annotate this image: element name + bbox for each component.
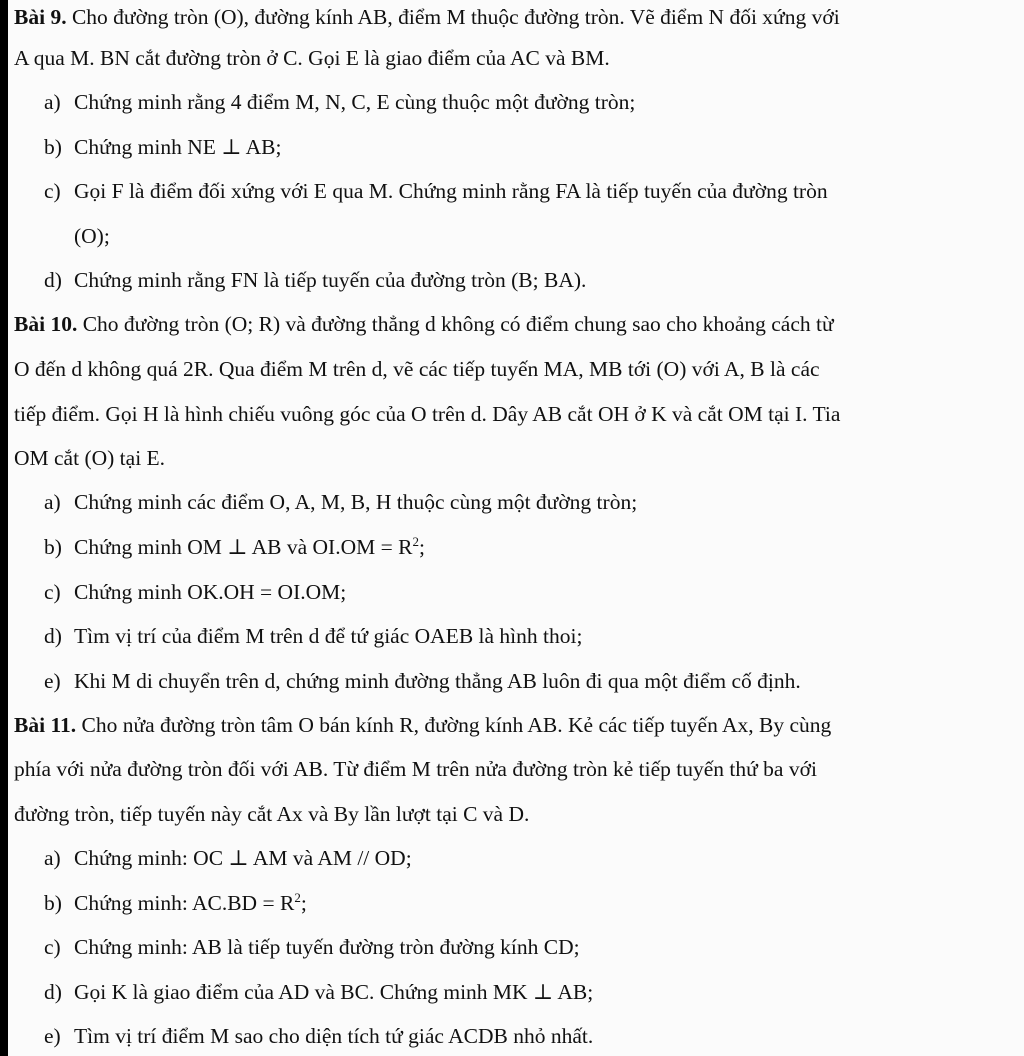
problem-11-statement-line-1: Bài 11. Cho nửa đường tròn tâm O bán kính R, đường kính AB. Kẻ các tiếp tuyến Ax, By cùng — [14, 713, 832, 737]
problem-10-item-a: a) Chứng minh các điểm O, A, M, B, H thuộc cùng một đường tròn; — [44, 490, 638, 514]
problem-11-statement-line-2: phía với nửa đường tròn đối với AB. Từ điểm M trên nửa đường tròn kẻ tiếp tuyến thứ ba với — [14, 757, 817, 781]
problem-11-item-c: c) Chứng minh: AB là tiếp tuyến đường tròn đường kính CD; — [44, 935, 580, 959]
problem-10-statement-line-1: Bài 10. Cho đường tròn (O; R) và đường thẳng d không có điểm chung sao cho khoảng cách từ — [14, 312, 834, 336]
problem-9-item-a: a) Chứng minh rằng 4 điểm M, N, C, E cùng thuộc một đường tròn; — [44, 90, 636, 114]
problem-10-item-c: c) Chứng minh OK.OH = OI.OM; — [44, 580, 347, 604]
problem-10-item-b: b) Chứng minh OM ⊥ AB và $OI.OM = R^2$; — [44, 534, 425, 559]
problem-10-statement-line-3: tiếp điểm. Gọi H là hình chiếu vuông góc của O trên d. Dây AB cắt OH ở K và cắt OM tại I. Tia — [14, 402, 841, 426]
problem-9-item-d: d) Chứng minh rằng FN là tiếp tuyến của đường tròn (B; BA). — [44, 268, 587, 292]
problem-9-item-c-cont: (O); — [74, 224, 110, 248]
problem-9-statement-line-2: A qua M. BN cắt đường tròn ở C. Gọi E là giao điểm của AC và BM. — [14, 46, 610, 70]
problem-11-item-a: a) Chứng minh: OC ⊥ AM và AM // OD; — [44, 846, 412, 870]
problem-11-item-d: d) Gọi K là giao điểm của AD và BC. Chứng minh MK ⊥ AB; — [44, 980, 594, 1004]
problem-9-statement-line-1: Bài 9. Cho đường tròn (O), đường kính AB, điểm M thuộc đường tròn. Vẽ điểm N đối xứng với — [14, 5, 840, 29]
problem-10-item-d: d) Tìm vị trí của điểm M trên d để tứ giác OAEB là hình thoi; — [44, 624, 583, 648]
problem-11-item-b: b) Chứng minh: $AC.BD = R^2$; — [44, 890, 307, 915]
problem-11-title: Bài 11. — [14, 713, 77, 737]
problem-10-item-e: e) Khi M di chuyển trên d, chứng minh đường thẳng AB luôn đi qua một điểm cố định. — [44, 669, 801, 693]
problem-9-item-c: c) Gọi F là điểm đối xứng với E qua M. Chứng minh rằng FA là tiếp tuyến của đường tròn — [44, 179, 828, 203]
problem-9-title: Bài 9. — [14, 5, 67, 29]
document-page — [8, 0, 1024, 1056]
problem-10-statement-line-4: OM cắt (O) tại E. — [14, 446, 166, 470]
problem-11-item-e: e) Tìm vị trí điểm M sao cho diện tích tứ giác ACDB nhỏ nhất. — [44, 1024, 594, 1048]
problem-10-title: Bài 10. — [14, 312, 78, 336]
problem-11-statement-line-3: đường tròn, tiếp tuyến này cắt Ax và By lần lượt tại C và D. — [14, 802, 530, 826]
problem-10-statement-line-2: O đến d không quá 2R. Qua điểm M trên d, vẽ các tiếp tuyến MA, MB tới (O) với A, B là các — [14, 357, 820, 381]
problem-9-item-b: b) Chứng minh NE ⊥ AB; — [44, 135, 282, 159]
